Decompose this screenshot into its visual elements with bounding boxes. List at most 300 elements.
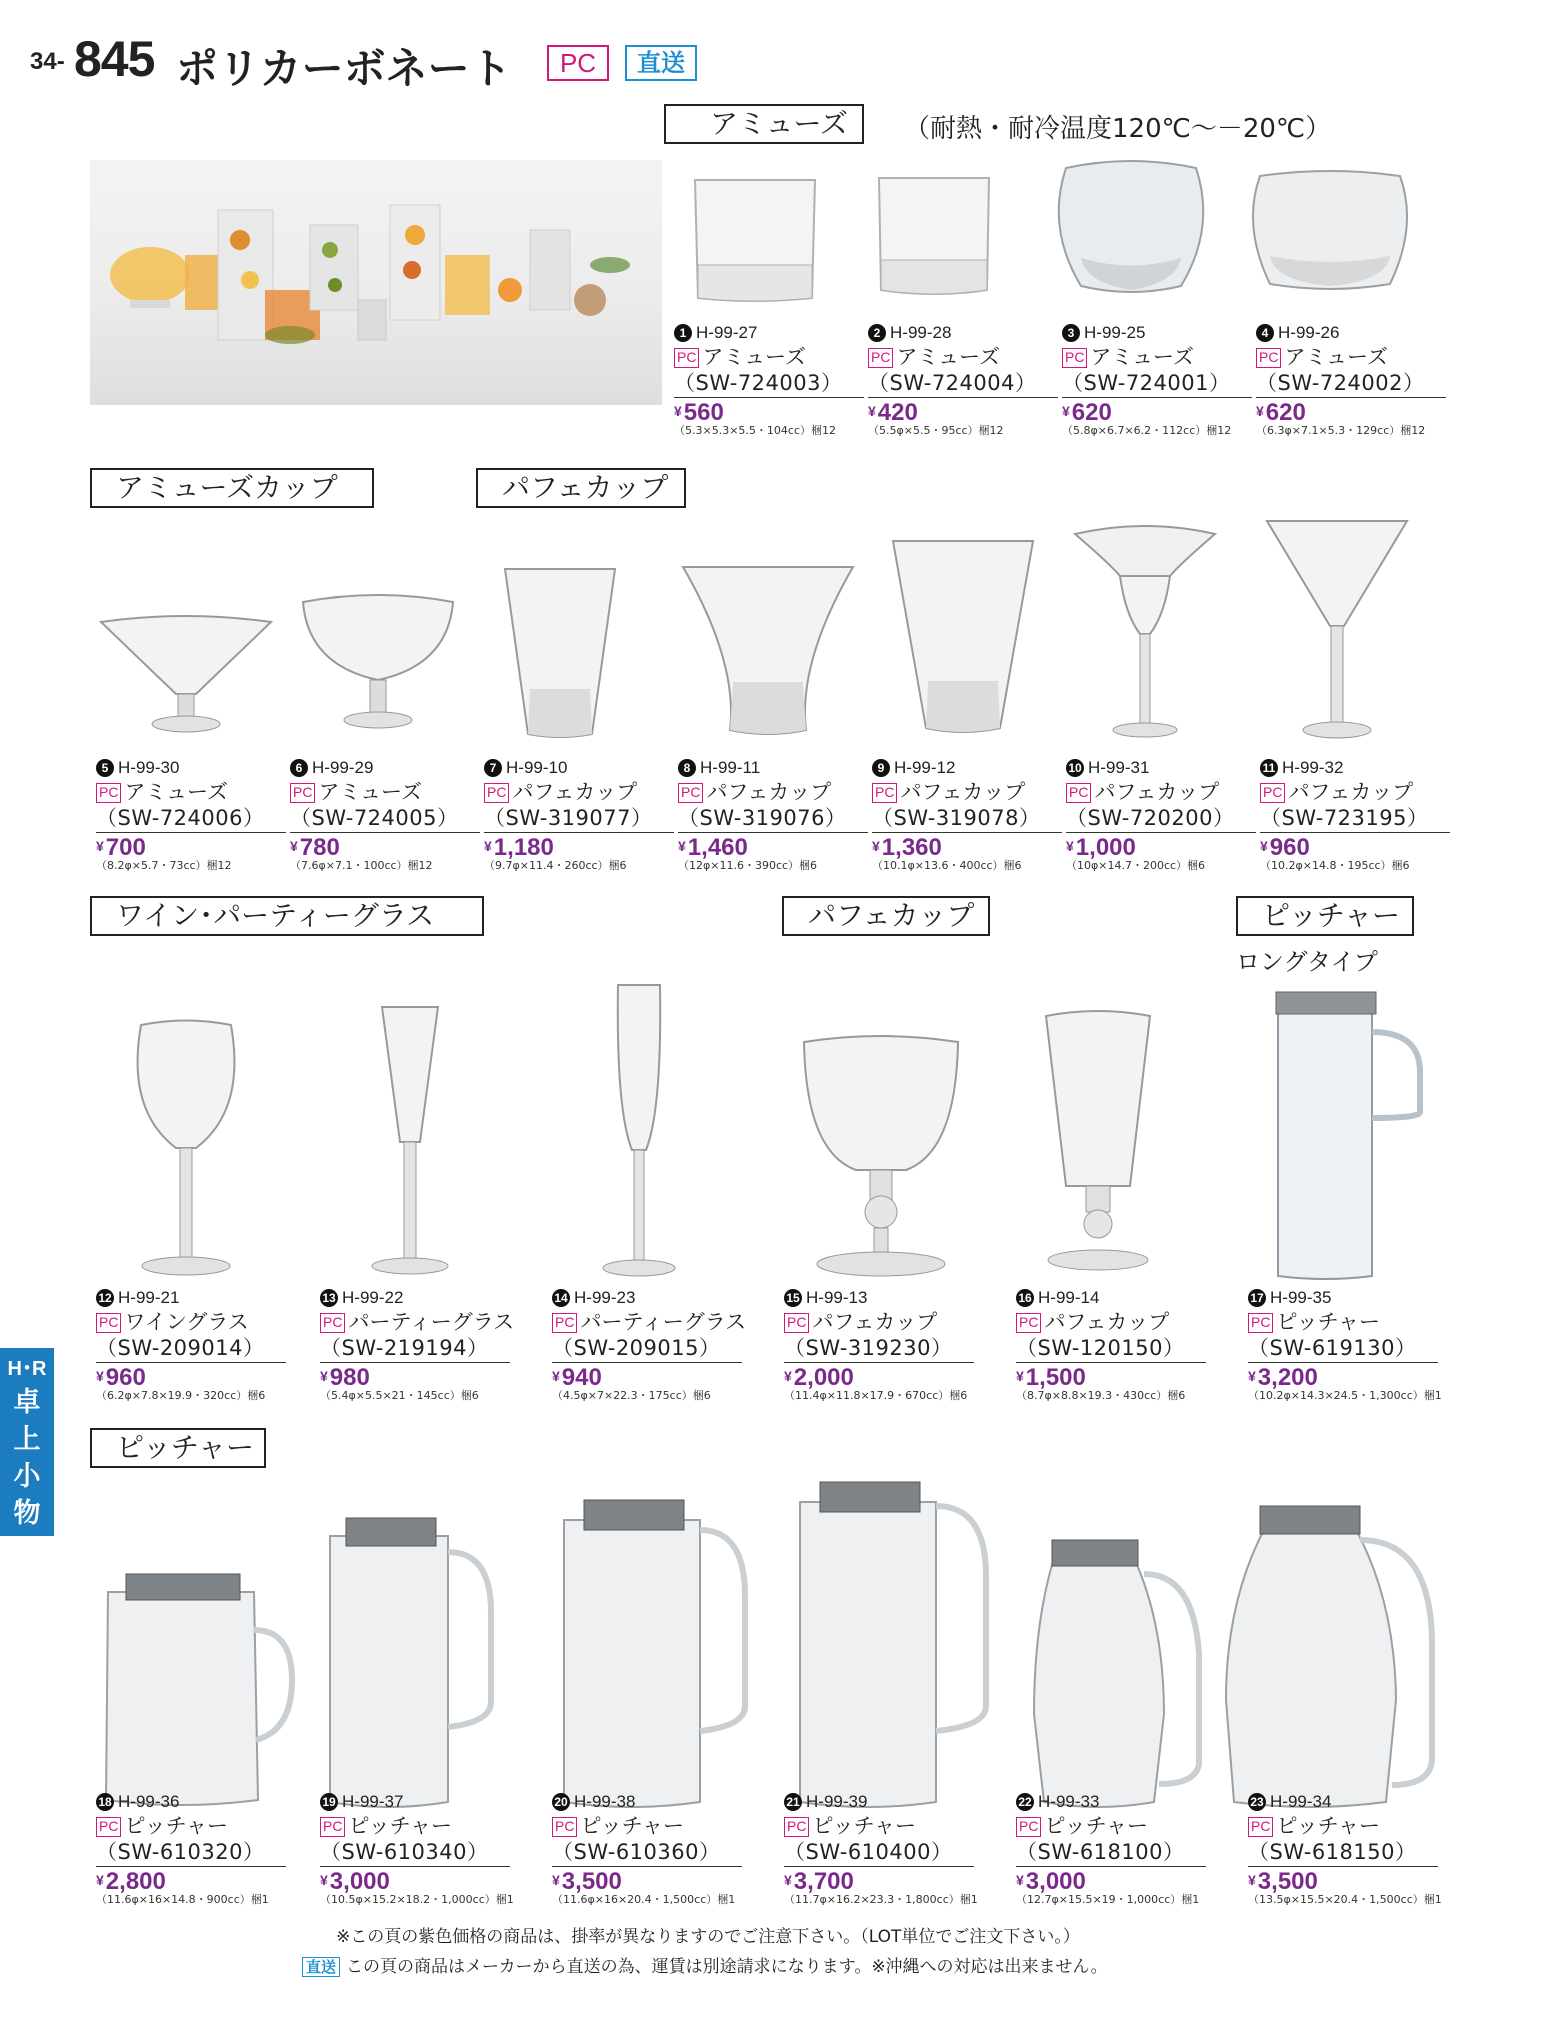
product-code-line [1248,1791,1438,1813]
product-name-line [320,1813,510,1839]
product-spec: （10φ×14.7・200cc）梱6 [1066,859,1206,872]
product-code: H-99-23 [574,1288,636,1307]
product-name-line [552,1813,742,1839]
side-tab-category: H･R [7,1358,47,1380]
product-caption [320,1791,514,1907]
product-image-15 [796,1032,966,1282]
product-image-1 [690,170,820,310]
product-code-line [1066,757,1256,779]
product-code-line [290,757,480,779]
product-code: H-99-38 [574,1792,636,1811]
product-price: 3,500 [561,1868,622,1895]
product-code: H-99-31 [1088,758,1150,777]
product-spec: （8.7φ×8.8×19.3・430cc）梱6 [1016,1389,1186,1402]
pc-badge: PC [1256,348,1281,368]
product-code-line [868,322,1058,344]
product-name-line [484,779,674,805]
product-price: 940 [561,1364,602,1391]
product-price-line [784,1363,974,1389]
product-name-line [96,1309,286,1335]
product-name-line [1256,344,1446,370]
product-spec: （6.3φ×7.1×5.3・129cc）梱12 [1256,424,1426,437]
product-price-line [674,398,864,424]
product-code-line [1256,322,1446,344]
pc-badge: PC [784,1817,809,1837]
product-image-23 [1220,1500,1450,1812]
product-code: H-99-22 [342,1288,404,1307]
product-spec: （9.7φ×11.4・260cc）梱6 [484,859,627,872]
product-name: アミューズ [1090,345,1194,369]
product-name: パーティーグラス [580,1310,747,1334]
yen-symbol: ¥ [1248,1872,1256,1888]
product-name-line [320,1309,515,1335]
product-code: H-99-26 [1278,323,1340,342]
product-price: 1,460 [687,834,748,861]
product-sku: （SW-724004） [868,370,1058,398]
product-price-line [1256,398,1446,424]
product-image-17 [1260,982,1430,1282]
product-price: 3,000 [1025,1868,1086,1895]
product-code: H-99-27 [696,323,758,342]
footer-note-shipping [302,1952,1108,1977]
product-price: 960 [1269,834,1310,861]
product-price-line [1248,1867,1438,1893]
product-spec: （10.1φ×13.6・400cc）梱6 [872,859,1022,872]
pc-badge: PC [96,1313,121,1333]
product-image-8 [678,562,858,742]
product-name-line [1248,1813,1438,1839]
product-name-line [290,779,480,805]
page-number: 845 [74,31,155,87]
product-image-6 [298,590,458,740]
product-price-line [868,398,1058,424]
product-name: アミューズ [702,345,806,369]
product-number: 21 [784,1793,802,1811]
section-label-parfait-cup-2: パフェカップ [782,896,990,936]
product-price: 1,180 [493,834,554,861]
product-caption [1066,757,1256,873]
product-sku: （SW-209015） [552,1335,742,1363]
yen-symbol: ¥ [1016,1368,1024,1384]
pc-badge: PC [96,1817,121,1837]
product-sku: （SW-319076） [678,805,868,833]
product-name-line [1062,344,1252,370]
product-sku: （SW-610340） [320,1839,510,1867]
product-code: H-99-10 [506,758,568,777]
product-number: 13 [320,1289,338,1307]
yen-symbol: ¥ [552,1872,560,1888]
product-sku: （SW-724001） [1062,370,1252,398]
product-code: H-99-37 [342,1792,404,1811]
pc-badge: PC [1260,783,1285,803]
product-image-14 [594,980,684,1282]
product-name: パーティーグラス [348,1310,515,1334]
product-code-line [1248,1287,1438,1309]
yen-symbol: ¥ [1260,838,1268,854]
product-sku: （SW-619130） [1248,1335,1438,1363]
product-code: H-99-39 [806,1792,868,1811]
yen-symbol: ¥ [320,1368,328,1384]
pc-badge: PC [784,1313,809,1333]
pc-badge: PC [484,783,509,803]
product-price-line [96,1363,286,1389]
product-code-line [1062,322,1252,344]
product-number: 3 [1062,324,1080,342]
product-price-line [96,833,286,859]
product-name: ピッチャー [124,1814,228,1838]
pc-badge: PC [674,348,699,368]
product-name: パフェカップ [1288,780,1414,804]
pc-badge: PC [678,783,703,803]
product-price: 1,000 [1075,834,1136,861]
product-name-line [1016,1309,1206,1335]
yen-symbol: ¥ [1256,403,1264,419]
product-code: H-99-29 [312,758,374,777]
product-price-line [1260,833,1450,859]
product-code-line [674,322,864,344]
product-number: 7 [484,759,502,777]
product-code: H-99-28 [890,323,952,342]
product-number: 5 [96,759,114,777]
product-caption [552,1287,747,1403]
product-price: 3,000 [329,1868,390,1895]
product-caption [96,1791,286,1907]
product-code: H-99-14 [1038,1288,1100,1307]
product-caption [96,757,286,873]
product-price: 780 [299,834,340,861]
product-price-line [1062,398,1252,424]
product-image-11 [1262,516,1412,744]
section-note-long-type: ロングタイプ [1236,948,1378,976]
yen-symbol: ¥ [96,838,104,854]
product-sku: （SW-610400） [784,1839,974,1867]
product-name-line [784,1309,974,1335]
section-label-wine-party: ワイン･パーティーグラス [90,896,484,936]
product-sku: （SW-209014） [96,1335,286,1363]
product-price-line [290,833,480,859]
product-sku: （SW-720200） [1066,805,1256,833]
product-sku: （SW-724005） [290,805,480,833]
product-code-line [96,1287,286,1309]
product-name: アミューズ [318,780,422,804]
product-number: 16 [1016,1289,1034,1307]
product-spec: （11.7φ×16.2×23.3・1,800cc）梱1 [784,1893,978,1906]
product-code-line [1260,757,1450,779]
product-caption [1260,757,1450,873]
product-code: H-99-34 [1270,1792,1332,1811]
product-code-line [1016,1287,1206,1309]
product-sku: （SW-723195） [1260,805,1450,833]
product-code: H-99-33 [1038,1792,1100,1811]
product-price-line [1016,1867,1206,1893]
product-caption [1016,1287,1206,1403]
product-name: ピッチャー [348,1814,452,1838]
product-price-line [872,833,1062,859]
product-spec: （4.5φ×7×22.3・175cc）梱6 [552,1389,711,1402]
product-number: 9 [872,759,890,777]
product-image-2 [874,170,994,300]
yen-symbol: ¥ [320,1872,328,1888]
product-price: 560 [683,399,724,426]
product-price-line [320,1363,510,1389]
product-number: 4 [1256,324,1274,342]
pc-badge: PC [96,783,121,803]
product-image-20 [550,1496,750,1812]
product-sku: （SW-724006） [96,805,286,833]
product-number: 10 [1066,759,1084,777]
footer-note-shipping-text: この頁の商品はメーカーから直送の為、運賃は別途請求になります。※沖縄への対応は出来ません。 [346,1957,1108,1977]
yen-symbol: ¥ [290,838,298,854]
product-name: ワイングラス [124,1310,249,1334]
yen-symbol: ¥ [1066,838,1074,854]
page-title: ポリカーボネート [176,44,512,93]
product-number: 17 [1248,1289,1266,1307]
product-price: 980 [329,1364,370,1391]
pc-badge: PC [552,1817,577,1837]
product-name-line [1066,779,1256,805]
pc-badge: PC [290,783,315,803]
usage-photo-illustration [90,160,662,405]
pc-badge: PC [320,1313,345,1333]
product-code-line [96,1791,286,1813]
product-name-line [674,344,864,370]
yen-symbol: ¥ [484,838,492,854]
pc-badge: PC [868,348,893,368]
product-name: ピッチャー [1276,1814,1380,1838]
product-price: 3,200 [1257,1364,1318,1391]
product-price: 2,000 [793,1364,854,1391]
product-caption [784,1791,978,1907]
pc-badge: PC [1248,1313,1273,1333]
pc-badge: PC [552,1313,577,1333]
product-number: 2 [868,324,886,342]
product-name: アミューズ [124,780,228,804]
product-caption [872,757,1062,873]
product-image-7 [500,564,620,744]
product-name: パフェカップ [1094,780,1220,804]
product-price-line [678,833,868,859]
product-caption [96,1287,286,1403]
product-image-4 [1250,166,1410,296]
yen-symbol: ¥ [784,1872,792,1888]
product-caption [1016,1791,1206,1907]
product-name: アミューズ [896,345,1000,369]
yen-symbol: ¥ [674,403,682,419]
pc-badge: PC [1016,1817,1041,1837]
yen-symbol: ¥ [552,1368,560,1384]
product-spec: （10.2φ×14.8・195cc）梱6 [1260,859,1410,872]
pc-badge: PC [1066,783,1091,803]
product-price: 2,800 [105,1868,166,1895]
section-label-amuse-cup: アミューズカップ [90,468,374,508]
product-spec: （12.7φ×15.5×19・1,000cc）梱1 [1016,1893,1200,1906]
product-price-line [96,1867,286,1893]
product-spec: （11.4φ×11.8×17.9・670cc）梱6 [784,1389,968,1402]
product-name-line [784,1813,974,1839]
yen-symbol: ¥ [784,1368,792,1384]
product-price: 420 [877,399,918,426]
pc-badge: PC [872,783,897,803]
yen-symbol: ¥ [96,1368,104,1384]
side-category-tab [0,1348,54,1536]
product-code: H-99-32 [1282,758,1344,777]
product-code: H-99-36 [118,1792,180,1811]
product-caption [484,757,674,873]
product-name: ピッチャー [1276,1310,1380,1334]
product-name-line [868,344,1058,370]
product-image-16 [1038,1008,1158,1282]
product-price-line [552,1363,742,1389]
product-caption [868,322,1058,438]
product-caption [552,1791,742,1907]
product-price-line [320,1867,510,1893]
product-spec: （6.2φ×7.8×19.9・320cc）梱6 [96,1389,266,1402]
product-name: ピッチャー [580,1814,684,1838]
product-name-line [96,1813,286,1839]
product-price: 620 [1071,399,1112,426]
yen-symbol: ¥ [1016,1872,1024,1888]
yen-symbol: ¥ [96,1872,104,1888]
product-code-line [1016,1791,1206,1813]
product-code-line [484,757,674,779]
product-name: パフェカップ [1044,1310,1170,1334]
product-sku: （SW-120150） [1016,1335,1206,1363]
product-spec: （5.8φ×6.7×6.2・112cc）梱12 [1062,424,1232,437]
product-image-18 [96,1570,296,1810]
product-caption [1248,1287,1442,1403]
product-number: 11 [1260,759,1278,777]
section-label-pitcher: ピッチャー [90,1428,266,1468]
product-caption [290,757,480,873]
yen-symbol: ¥ [868,403,876,419]
product-code-line [784,1287,974,1309]
product-number: 22 [1016,1793,1034,1811]
product-code: H-99-12 [894,758,956,777]
product-code-line [552,1287,742,1309]
yen-symbol: ¥ [1248,1368,1256,1384]
yen-symbol: ¥ [872,838,880,854]
product-caption [784,1287,974,1403]
product-name: パフェカップ [812,1310,938,1334]
product-caption [678,757,868,873]
product-image-9 [888,536,1038,741]
product-number: 14 [552,1289,570,1307]
product-price-line [1248,1363,1438,1389]
product-name: ピッチャー [1044,1814,1148,1838]
product-image-22 [1024,1534,1224,1812]
product-price-line [484,833,674,859]
product-code-line [678,757,868,779]
product-sku: （SW-618100） [1016,1839,1206,1867]
product-image-10 [1070,524,1220,744]
product-caption [320,1287,515,1403]
product-name-line [1260,779,1450,805]
pc-badge: PC [1016,1313,1041,1333]
product-price-line [1066,833,1256,859]
product-code-line [872,757,1062,779]
product-name: ピッチャー [812,1814,916,1838]
product-image-21 [786,1476,986,1812]
product-sku: （SW-724002） [1256,370,1446,398]
product-number: 15 [784,1289,802,1307]
product-sku: （SW-618150） [1248,1839,1438,1867]
product-number: 12 [96,1289,114,1307]
product-name-line [678,779,868,805]
usage-photo [90,160,662,405]
product-spec: （11.6φ×16×14.8・900cc）梱1 [96,1893,269,1906]
product-price: 700 [105,834,146,861]
product-spec: （13.5φ×15.5×20.4・1,500cc）梱1 [1248,1893,1442,1906]
section-label-parfait-cup: パフェカップ [476,468,686,508]
product-name-line [872,779,1062,805]
product-code-line [320,1287,510,1309]
yen-symbol: ¥ [1062,403,1070,419]
product-sku: （SW-724003） [674,370,864,398]
product-price-line [552,1867,742,1893]
product-price: 620 [1265,399,1306,426]
section-note-heat: （耐熱・耐冷温度120℃～－20℃） [904,114,1332,144]
product-name: パフェカップ [512,780,638,804]
pc-badge: PC [1062,348,1087,368]
product-sku: （SW-219194） [320,1335,510,1363]
yen-symbol: ¥ [678,838,686,854]
product-image-3 [1056,158,1206,298]
product-code: H-99-35 [1270,1288,1332,1307]
footer-direct-tag: 直送 [302,1957,340,1977]
section-label-pitcher-long: ピッチャー [1236,896,1414,936]
pc-badge: PC [320,1817,345,1837]
product-price: 960 [105,1364,146,1391]
direct-ship-tag: 直送 [625,45,697,81]
product-name-line [1248,1309,1438,1335]
product-caption [1256,322,1446,438]
product-price: 3,700 [793,1868,854,1895]
pc-tag: PC [547,45,609,81]
product-caption [1248,1791,1442,1907]
product-number: 8 [678,759,696,777]
product-code-line [552,1791,742,1813]
footer-note-price: ※この頁の紫色価格の商品は、掛率が異なりますのでご注意下さい。（LOT単位でご注文下さい。） [336,1927,1080,1947]
product-name: アミューズ [1284,345,1388,369]
product-name-line [1016,1813,1206,1839]
product-number: 18 [96,1793,114,1811]
product-code-line [320,1791,510,1813]
product-price-line [784,1867,974,1893]
pc-badge: PC [1248,1817,1273,1837]
section-label-amuse: アミューズ [664,104,864,144]
product-price: 1,500 [1025,1364,1086,1391]
product-sku: （SW-319078） [872,805,1062,833]
page-prefix: 34- [30,48,65,75]
product-name: パフェカップ [706,780,832,804]
product-spec: （8.2φ×5.7・73cc）梱12 [96,859,232,872]
product-code: H-99-11 [700,758,761,777]
product-spec: （5.5φ×5.5・95cc）梱12 [868,424,1004,437]
product-number: 6 [290,759,308,777]
product-sku: （SW-610360） [552,1839,742,1867]
product-spec: （5.3×5.3×5.5・104cc）梱12 [674,424,837,437]
product-caption [674,322,864,438]
product-name: パフェカップ [900,780,1026,804]
product-number: 1 [674,324,692,342]
product-image-13 [360,1002,460,1282]
product-image-12 [126,1020,246,1282]
product-image-19 [316,1512,496,1812]
product-sku: （SW-610320） [96,1839,286,1867]
product-price: 3,500 [1257,1868,1318,1895]
product-spec: （7.6φ×7.1・100cc）梱12 [290,859,433,872]
product-spec: （10.5φ×15.2×18.2・1,000cc）梱1 [320,1893,514,1906]
